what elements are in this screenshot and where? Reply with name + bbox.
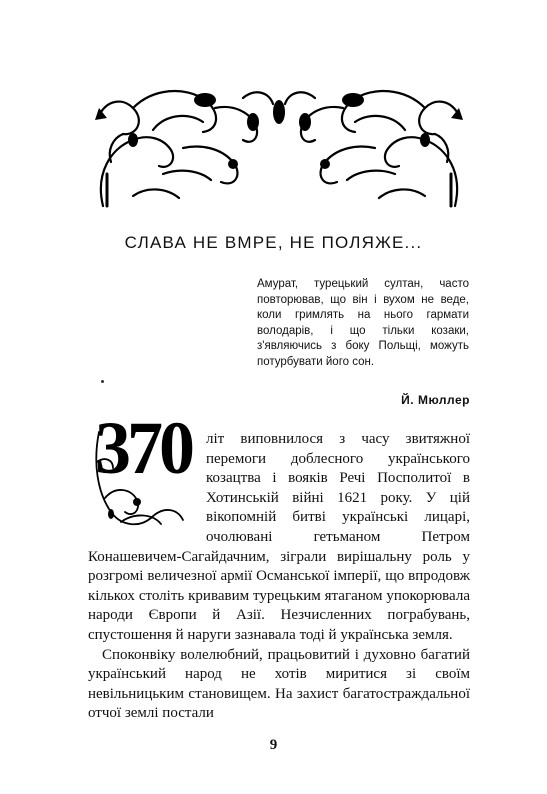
dropcap-spacer (88, 428, 206, 530)
dropcap-number: 370 (95, 406, 191, 490)
chapter-title: СЛАВА НЕ ВМРЕ, НЕ ПОЛЯЖЕ... (124, 233, 423, 252)
floral-headpiece-ornament (93, 78, 465, 210)
body-text (88, 430, 470, 724)
body-paragraph-2: Споконвіку волелюбний, працьовитий і духовно багатий український народ не хотів миритися зі своїм невільницьким становищем. На захист багатостраждальної отчої землі постали (88, 646, 470, 722)
body-paragraph-1-text: літ виповнилося з часу звитяжної перемоги доблесного українського козацтва і вояків Речі Посполитої в Хотинській війні 1621 року. У цій вікопомній битві українські лицарі, очолювані гетьманом Петром Конашевичем-Сагайдачним, зіграли вирішальну роль у розгромі величезної армії Османської імперії, що впродовж кількох століть кривавим турецьким ятаганом упокорювала народи Європи й Азії. Незчисленних пограбувань, спустошення й наруги зазнавала тоді й українська земля. (88, 431, 470, 643)
epigraph-text: Амурат, турецький султан, часто повторював, що він і вухом не веде, коли гримлять на нього гармати володарів, і що тільки козаки, з'являючись з боку Польщі, можуть потурбувати його сон. (257, 278, 469, 368)
decorative-dot (101, 380, 104, 383)
epigraph-author: Й. Мюллер (401, 393, 470, 407)
body-paragraph-1 (88, 430, 470, 646)
page-number: 9 (269, 737, 278, 753)
